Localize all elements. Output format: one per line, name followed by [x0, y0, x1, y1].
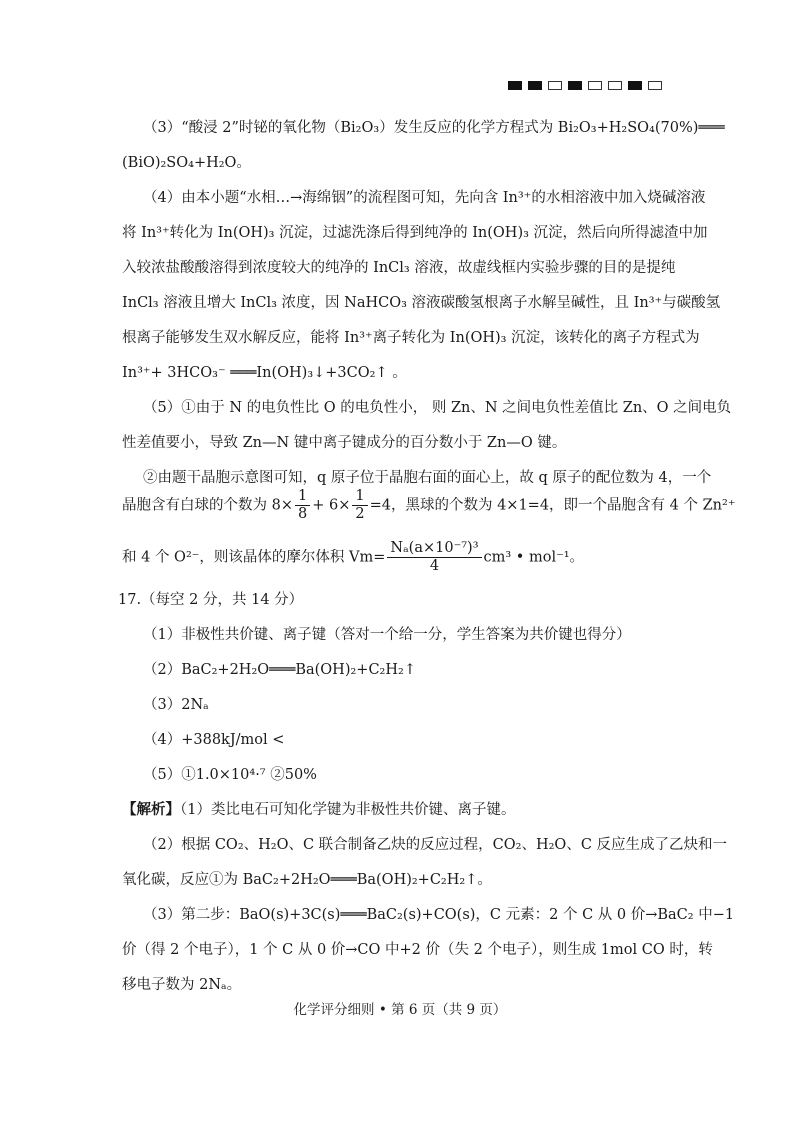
header-mark	[508, 81, 522, 90]
answer-4-line-5: 根离子能够发生双水解反应，能将 In³⁺离子转化为 In(OH)₃ 沉淀，该转化的离子方程式为	[122, 330, 700, 346]
answer-5-line-3: ②由题干晶胞示意图可知，q 原子位于晶胞右面的面心上，故 q 原子的配位数为 4，一个	[143, 470, 712, 486]
answer-5-line-5	[122, 540, 722, 575]
answer-17-5: （5）①1.0×10⁴·⁷ ②50%	[143, 767, 317, 783]
answer-17-2: （2）BaC₂+2H₂O═══Ba(OH)₂+C₂H₂↑	[143, 662, 416, 678]
header-mark	[648, 81, 662, 90]
answer-4-line-3: 入较浓盐酸酸溶得到浓度较大的纯净的 InCl₃ 溶液，故虚线框内实验步骤的目的是提纯	[122, 260, 676, 276]
fraction	[352, 488, 367, 523]
analysis-3-line-1: （3）第二步：BaO(s)+3C(s)═══BaC₂(s)+CO(s)，C 元素：2 个 C 从 0 价→BaC₂ 中−1	[143, 907, 735, 923]
text-segment: cm³ • mol⁻¹。	[483, 549, 585, 566]
answer-3-line-1: （3）“酸浸 2”时铋的氧化物（Bi₂O₃）发生反应的化学方程式为 Bi₂O₃+H₂SO₄(70%)═══	[143, 120, 725, 136]
fraction-numerator: 1	[352, 488, 367, 506]
header-marks	[508, 81, 662, 90]
text-segment: 和 4 个 O²⁻，则该晶体的摩尔体积 Vm=	[122, 549, 386, 566]
fraction-denominator: 8	[297, 506, 308, 522]
header-mark	[568, 81, 582, 90]
header-mark	[528, 81, 542, 90]
answer-17-3: （3）2Nₐ	[143, 697, 209, 713]
analysis-2-line-1: （2）根据 CO₂、H₂O、C 联合制备乙炔的反应过程，CO₂、H₂O、C 反应生成了乙炔和一	[143, 837, 728, 853]
analysis-3-line-3: 移电子数为 2Nₐ。	[122, 977, 242, 993]
analysis-3-line-2: 价（得 2 个电子），1 个 C 从 0 价→CO 中+2 价（失 2 个电子），则生成 1mol CO 时，转	[122, 942, 713, 958]
answer-4-line-2: 将 In³⁺转化为 In(OH)₃ 沉淀，过滤洗涤后得到纯净的 In(OH)₃ 沉淀，然后向所得滤渣中加	[122, 225, 708, 241]
header-mark	[548, 81, 562, 90]
header-mark	[588, 81, 602, 90]
text-segment: （1）类比电石可知化学键为非极性共价键、离子键。	[180, 802, 516, 818]
fraction	[387, 540, 481, 575]
answer-17-4: （4）+388kJ/mol <	[143, 732, 285, 748]
page-footer: 化学评分细则 • 第 6 页（共 9 页）	[293, 1002, 507, 1018]
question-17-heading: 17.（每空 2 分，共 14 分）	[118, 592, 304, 608]
analysis-tag: 【解析】	[122, 801, 180, 818]
analysis-2-line-2: 氧化碳，反应①为 BaC₂+2H₂O═══Ba(OH)₂+C₂H₂↑。	[122, 872, 492, 888]
text-segment: =4，黑球的个数为 4×1=4，即一个晶胞含有 4 个 Zn²⁺	[369, 497, 736, 514]
header-mark	[608, 81, 622, 90]
answer-17-1: （1）非极性共价键、离子键（答对一个给一分，学生答案为共价键也得分）	[143, 627, 631, 643]
fraction-denominator: 2	[355, 506, 365, 522]
header-mark	[628, 81, 642, 90]
fraction-numerator: Nₐ(a×10⁻⁷)³	[387, 540, 481, 558]
answer-5-line-2: 性差值要小，导致 Zn—N 键中离子键成分的百分数小于 Zn—O 键。	[122, 435, 567, 451]
analysis-line-1	[122, 800, 722, 820]
fraction	[295, 488, 310, 523]
text-segment: 晶胞含有白球的个数为 8×	[122, 497, 293, 514]
text-segment: + 6×	[312, 497, 351, 514]
answer-5-line-4	[122, 488, 736, 523]
answer-5-line-1: （5）①由于 N 的电负性比 O 的电负性小， 则 Zn、N 之间电负性差值比 Zn、O 之间电负	[143, 400, 732, 416]
answer-4-line-4: InCl₃ 溶液且增大 InCl₃ 浓度，因 NaHCO₃ 溶液碳酸氢根离子水解呈碱性，且 In³⁺与碳酸氢	[122, 295, 721, 311]
fraction-denominator: 4	[429, 558, 440, 574]
answer-3-line-2: (BiO)₂SO₄+H₂O。	[122, 155, 251, 171]
answer-4-line-6: In³⁺+ 3HCO₃⁻ ═══In(OH)₃↓+3CO₂↑ 。	[122, 365, 407, 381]
answer-4-line-1: （4）由本小题“水相…→海绵铟”的流程图可知，先向含 In³⁺的水相溶液中加入烧碱溶液	[143, 190, 706, 206]
fraction-numerator: 1	[295, 488, 310, 506]
